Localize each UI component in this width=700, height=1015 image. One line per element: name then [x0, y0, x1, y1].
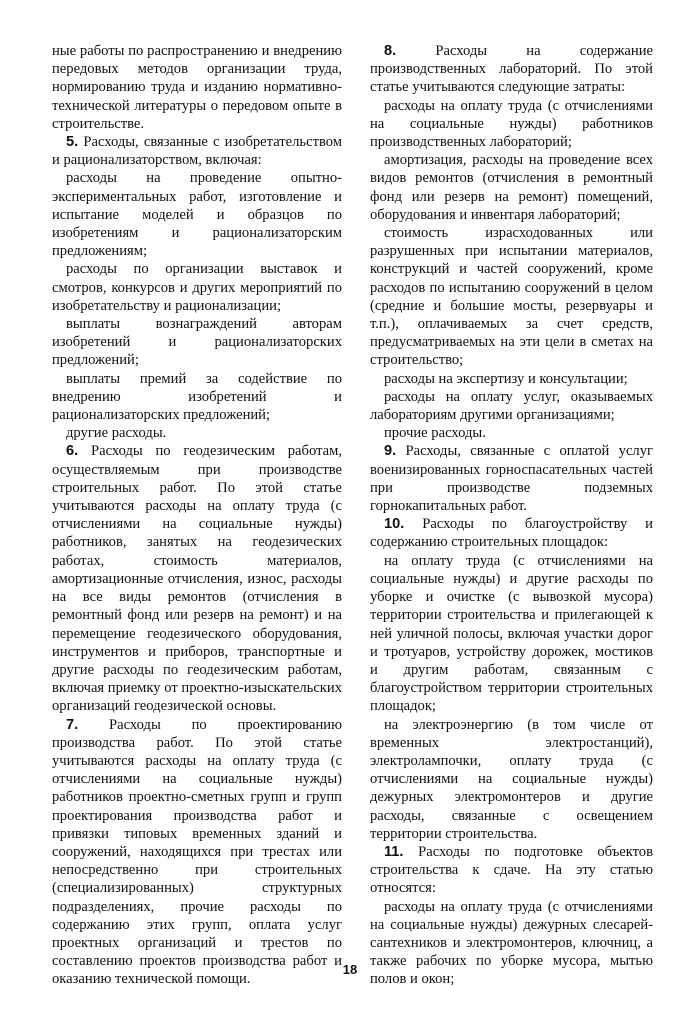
section-5-heading — [52, 133, 342, 169]
section-number: 7. — [66, 716, 79, 733]
section-text: Расходы, связанные с оплатой услуг военизированных горноспасательных частей при производстве подземных горнокапитальных работ. — [370, 443, 653, 515]
section-9 — [370, 442, 653, 515]
section-number: 11. — [384, 843, 404, 860]
section-number: 5. — [66, 134, 79, 151]
list-item: расходы на оплату труда (с отчислениями на социальные нужды) работников производственных лабораторий; — [370, 97, 653, 151]
section-text: Расходы по подготовке объектов строительства к сдаче. На эту статью относятся: — [370, 843, 653, 897]
section-text: Расходы по геодезическим работам, осуществляемым при производстве строительных работ. По этой статье учитываются расходы на оплату труда (с отчислениями на социальные нужды) работников, занятых на геодезических работах, стоимость материалов, амортизационные отчисления, износ, расходы на все виды ремонтов (отчисления в ремонтный фонд или резерв на ремонт) и на перемещение геодезического оборудования, инструментов и приборов, транспортные и другие расходы по геодезическим работам, включая приемку от проектно-изыскательских организаций геодезической основы. — [52, 443, 342, 715]
section-text: Расходы на содержание производственных лабораторий. По этой статье учитываются следующие затраты: — [370, 43, 653, 96]
left-column — [52, 42, 342, 989]
list-item: амортизация, расходы на проведение всех видов ремонтов (отчисления в ремонтный фонд или резерв на ремонт) помещений, оборудования и инвентаря лабораторий; — [370, 152, 653, 223]
list-item: выплаты вознаграждений авторам изобретений и рационализаторских предложений; — [52, 316, 342, 369]
section-11-heading — [370, 843, 653, 898]
list-item: расходы по организации выставок и смотров, конкурсов и других мероприятий по изобретательству и рационализации; — [52, 261, 342, 314]
section-text: Расходы по благоустройству и содержанию строительных площадок: — [370, 516, 653, 551]
section-text: Расходы, связанные с изобретательством и рационализаторством, включая: — [52, 134, 342, 169]
section-6 — [52, 442, 342, 715]
list-item: на оплату труда (с отчислениями на социальные нужды) и другие расходы по уборке и очистке (с вывозкой мусора) территории строительства и прилегающей к ней уличной полосы, включая участки дорог и тротуаров, устройству дорожек, мостиков и другим работам, связанным с благоустройством территории строительных площадок; — [370, 552, 653, 715]
list-item: расходы на оплату труда (с отчислениями на социальные нужды) дежурных слесарей-сантехников и электромонтеров, ключниц, а также рабочих по уборке мусора, мытью полов и окон; — [370, 898, 653, 988]
list-item: на электроэнергию (в том числе от временных электростанций), электролампочки, оплату труда (с отчислениями на социальные нужды) дежурных электромонтеров и другие расходы, связанные с освещением территории строительства. — [370, 716, 653, 842]
list-item: выплаты премий за содействие по внедрению изобретений и рационализаторских предложений; — [52, 370, 342, 424]
list-item: расходы на оплату услуг, оказываемых лабораториям другими организациями; — [370, 388, 653, 424]
list-item: расходы на проведение опытно-экспериментальных работ, изготовление и испытание моделей и образцов по изобретениям и рационализаторским предложениям; — [52, 170, 342, 260]
continuation-paragraph: ные работы по распространению и внедрению передовых методов организации труда, нормированию труда и изданию нормативно-технической литературы о передовом опыте в строительстве. — [52, 43, 342, 132]
section-number: 9. — [384, 443, 397, 460]
list-item: расходы на экспертизу и консультации; — [384, 370, 628, 387]
list-item: прочие расходы. — [384, 425, 486, 442]
section-10-heading — [370, 515, 653, 551]
section-8-heading — [370, 42, 653, 97]
section-text: Расходы по проектированию производства работ. По этой статье учитываются расходы на оплату труда (с отчислениями на социальные нужды) работников проектно-сметных групп и групп проектирования производства работ и привязки типовых временных зданий и сооружений, находящихся при трестах или непосредственно при строительных (специализированных) структурных подразделениях, прочие расходы по содержанию этих групп, оплата услуг проектных организаций и трестов по составлению проектов производства работ и оказанию технической помощи. — [52, 716, 342, 988]
section-number: 6. — [66, 443, 79, 460]
right-column — [370, 42, 653, 989]
list-item: стоимость израсходованных или разрушенных при испытании материалов, конструкций и частей сооружений, кроме расходов по испытанию сооружений в целом (средние и большие мосты, резервуары и т.п.), оплачиваемых за счет средств, предусматриваемых на эти цели в сметах на строительство; — [370, 225, 653, 369]
list-item: другие расходы. — [66, 425, 167, 442]
section-number: 8. — [384, 43, 397, 59]
page-number: 18 — [342, 962, 358, 977]
section-7 — [52, 716, 342, 989]
section-number: 10. — [384, 516, 405, 533]
